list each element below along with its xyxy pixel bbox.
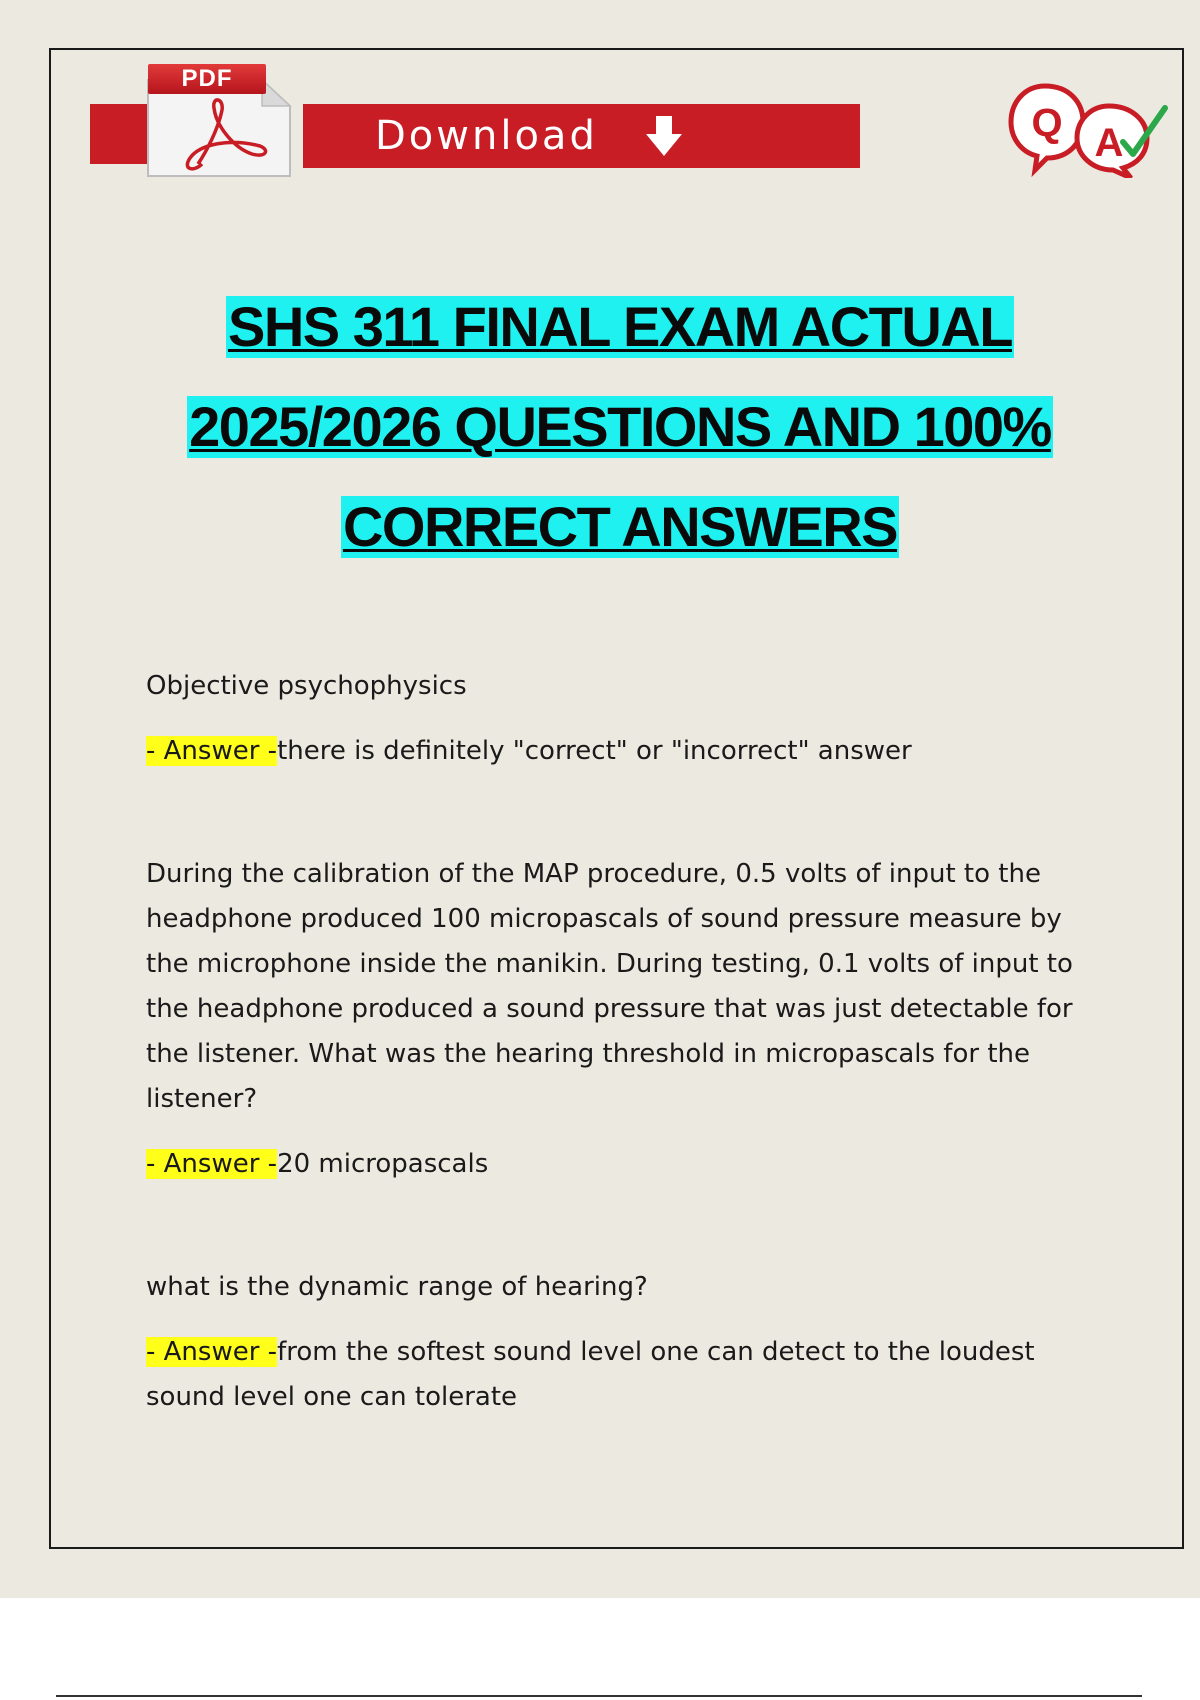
document-title (60, 296, 1180, 596)
qa-check-logo (1005, 78, 1170, 178)
answer-text (146, 1330, 1086, 1420)
qa-logo-a: A (1094, 121, 1124, 165)
qa-list (146, 664, 1086, 1420)
title-line-3: CORRECT ANSWERS (342, 495, 898, 558)
banner-left-block (90, 104, 150, 164)
answer-value: there is definitely "correct" or "incorrect" answer (277, 736, 912, 766)
answer-label: - Answer - (146, 1149, 278, 1179)
down-arrow-icon (644, 114, 684, 158)
qa-item (146, 664, 1086, 774)
title-line-1: SHS 311 FINAL EXAM ACTUAL (228, 295, 1012, 358)
answer-label: - Answer - (146, 736, 278, 766)
answer-value: from the softest sound level one can detect to the loudest sound level one can tolerate (146, 1337, 1035, 1412)
title-line-2: 2025/2026 QUESTIONS AND 100% (189, 395, 1051, 458)
qa-logo-q: Q (1031, 101, 1063, 145)
qa-item (146, 1265, 1086, 1420)
answer-text (146, 1142, 1086, 1187)
qa-item (146, 852, 1086, 1187)
question-text: what is the dynamic range of hearing? (146, 1272, 648, 1302)
answer-value: 20 micropascals (277, 1149, 489, 1179)
answer-label: - Answer - (146, 1337, 278, 1367)
pdf-download-banner[interactable] (90, 60, 860, 178)
acrobat-document-icon (142, 60, 292, 178)
download-label: Download (375, 113, 598, 159)
bottom-divider (56, 1695, 1142, 1697)
answer-text (146, 729, 1086, 774)
question-text: During the calibration of the MAP procedure, 0.5 volts of input to the headphone produced 100 micropascals of sound pressure measure by the microphone inside the manikin. During testing, 0.1 volts of input to the headphone produced a sound pressure that was just detectable for the listener. What was the hearing threshold in micropascals for the listener? (146, 859, 1073, 1114)
pdf-tag: PDF (148, 64, 266, 94)
download-button[interactable] (303, 104, 860, 168)
question-text: Objective psychophysics (146, 671, 467, 701)
